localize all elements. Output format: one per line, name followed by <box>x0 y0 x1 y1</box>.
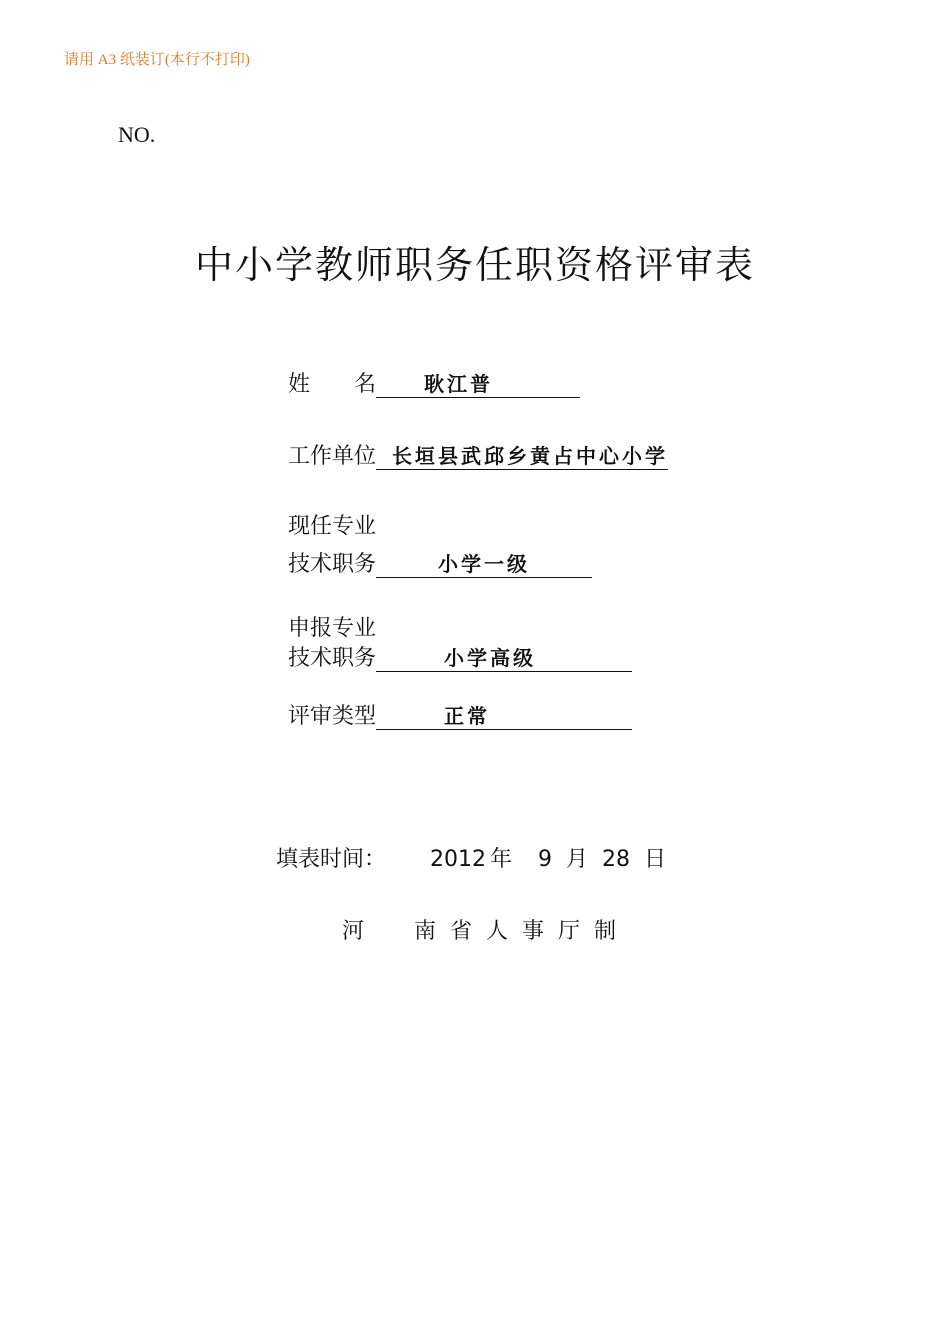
issuer: 河 南省人事厅制 <box>342 919 631 944</box>
name-field <box>288 370 580 400</box>
work-unit-label: 工作单位 <box>288 444 377 469</box>
current-title-field <box>288 512 592 580</box>
fill-date-month: 9 <box>538 847 553 872</box>
applied-title-value: 小学高级 <box>376 645 632 672</box>
applied-title-label-line1: 申报专业 <box>288 616 377 641</box>
name-label: 姓 名 <box>288 372 377 397</box>
serial-number-label: NO. <box>118 122 156 147</box>
name-value: 耿江普 <box>376 371 580 398</box>
review-type-value: 正常 <box>376 703 632 730</box>
work-unit-field <box>288 442 668 472</box>
current-title-label-line1: 现任专业 <box>288 514 377 539</box>
fill-date-label: 填表时间： <box>276 847 387 872</box>
fill-date-day-unit: 日 <box>644 847 667 872</box>
current-title-label-line2: 技术职务 <box>288 552 377 577</box>
review-type-field <box>288 702 632 732</box>
fill-date <box>276 842 666 873</box>
fill-date-month-unit: 月 <box>566 847 589 872</box>
fill-date-day: 28 <box>602 847 631 872</box>
work-unit-value: 长垣县武邱乡黄占中心小学 <box>376 443 668 470</box>
review-type-label: 评审类型 <box>288 704 377 729</box>
fill-date-year-unit: 年 <box>490 847 513 872</box>
current-title-value: 小学一级 <box>376 551 592 578</box>
fill-date-year: 2012 <box>430 847 487 872</box>
applied-title-field <box>288 614 632 674</box>
applied-title-label-line2: 技术职务 <box>288 646 377 671</box>
page-title: 中小学教师职务任职资格评审表 <box>194 243 755 287</box>
print-note: 请用 A3 纸装订(本行不打印) <box>64 52 250 68</box>
